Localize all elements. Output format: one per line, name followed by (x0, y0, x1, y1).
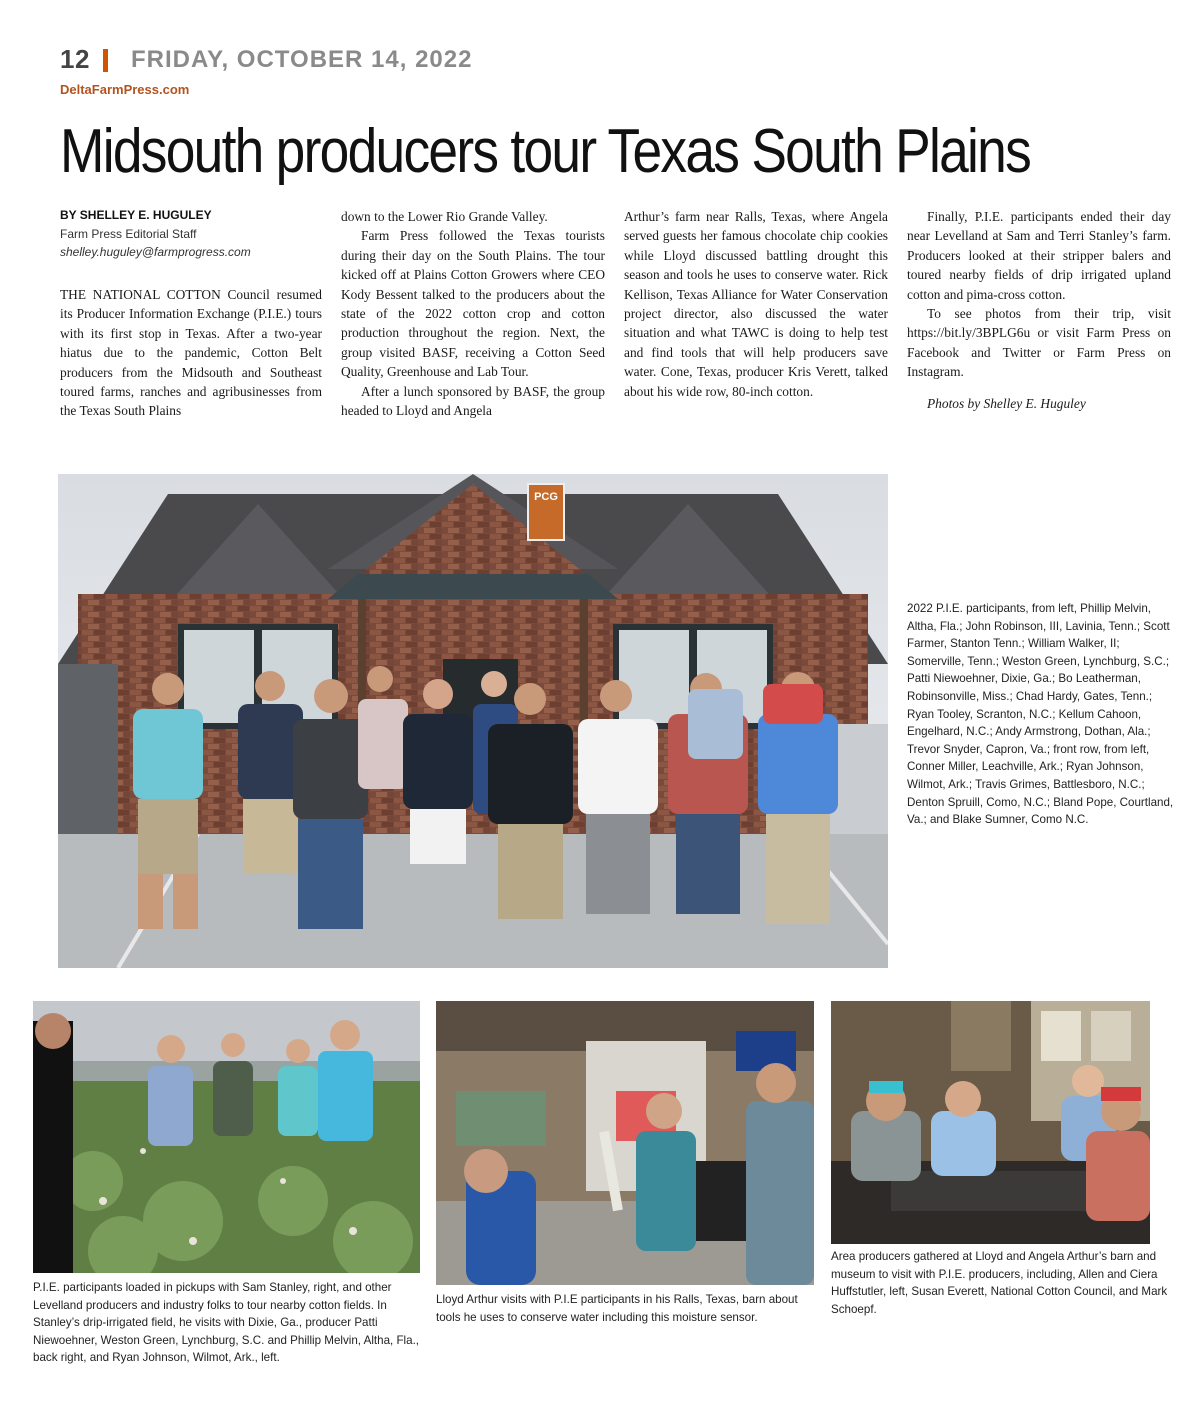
paragraph-3-cont: Arthur’s farm near Ralls, Texas, where Angela served guests her famous chocolate chip cookies while Lloyd discussed battling drought this season and tools he uses to conserve water. Rick Kellison, Texas Alliance for Water Conservation project director, also discussed the water situation and what TAWC is doing to help test and find tools that will help producers save water. Cone, Texas, producer Kris Verett, talked about his wide row, 80-inch cotton. (624, 209, 888, 399)
field-photo-caption: P.I.E. participants loaded in pickups with Sam Stanley, right, and other Levelland producers and industry folks to tour nearby cotton fields. In Stanley’s drip-irrigated field, he visits with Dixie, Ga., producer Patti Niewoehner, Weston Green, Lynchburg, S.C. and Phillip Melvin, Altha, Fla., back right, and Ryan Johnson, Wilmot, Ark., left. (33, 1281, 420, 1365)
photo-credit: Photos by Shelley E. Huguley (927, 395, 1086, 411)
page-divider-bar (103, 49, 108, 72)
paragraph-1-part: THE NATIONAL COTTON Council resumed its Producer Information Exchange (P.I.E.) tours with its first stop in Texas. After a two-year hiatus due to the pandemic, Cotton Belt producers from the Midsouth and Southeast toured farms, ranches and agribusinesses from the Texas South Plains (60, 287, 322, 419)
issue-date: FRIDAY, OCTOBER 14, 2022 (131, 46, 473, 73)
barn-photo-caption: Lloyd Arthur visits with P.I.E participants in his Ralls, Texas, barn about tools he uses to conserve water including this moisture sensor. (436, 1293, 798, 1324)
pcg-sign-text: PCG (534, 491, 558, 503)
main-group-photo (58, 474, 888, 968)
museum-photo (831, 1001, 1150, 1244)
page-number: 12 (60, 44, 90, 74)
article-column-2 (341, 207, 605, 420)
byline-email[interactable]: shelley.huguley@farmprogress.com (60, 245, 251, 259)
main-photo-caption: 2022 P.I.E. participants, from left, Phillip Melvin, Altha, Fla.; John Robinson, III, Lavinia, Tenn.; Scott Farmer, Stanton Tenn.; William Walker, II; Somerville, Tenn.; Weston Green, Lynchburg, S.C.; Patti Niewoehner, Dixie, Ga.; Bo Leatherman, Robinsonville, Miss.; Chad Hardy, Gates, Tenn.; Ryan Tooley, Scranton, N.C.; Kellum Cahoon, Engelhard, N.C.; Andy Armstrong, Dothan, Ala.; Trevor Snyder, Capron, Va.; front row, from left, Conner Miller, Leachville, Ark.; Ryan Johnson, Wilmot, Ark.; Travis Grimes, Battlesboro, N.C.; Denton Spruill, Como, N.C.; Bland Pope, Courtland, Va.; and Blake Sumner, Como N.C. (907, 602, 1174, 827)
paragraph-1-cont: down to the Lower Rio Grande Valley. (341, 209, 548, 224)
paragraph-3-part: After a lunch sponsored by BASF, the group headed to Lloyd and Angela (341, 383, 605, 419)
article-column-3 (624, 207, 888, 401)
paragraph-5: To see photos from their trip, visit https://bit.ly/3BPLG6u or visit Farm Press on Facebook and Twitter or Farm Press on Instagram. (907, 306, 1171, 380)
barn-photo (436, 1001, 814, 1285)
article-column-4 (907, 207, 1171, 413)
article-column-1 (60, 285, 322, 421)
byline-author: BY SHELLEY E. HUGULEY (60, 208, 212, 222)
headline: Midsouth producers tour Texas South Plains (60, 117, 1031, 186)
paragraph-4: Finally, P.I.E. participants ended their day near Levelland at Sam and Terri Stanley’s farm. Producers looked at their stripper balers and toured nearby fields of drip irrigated upland cotton and pima-cross cotton. (907, 209, 1171, 302)
museum-photo-caption: Area producers gathered at Lloyd and Angela Arthur’s barn and museum to visit with P.I.E. producers, including, Allen and Ciera Huffstutler, left, Susan Everett, National Cotton Council, and Mark Schoepf. (831, 1250, 1168, 1316)
site-url[interactable]: DeltaFarmPress.com (60, 82, 190, 97)
cotton-field-photo (33, 1001, 420, 1273)
paragraph-2: Farm Press followed the Texas tourists during their day on the South Plains. The tour kicked off at Plains Cotton Growers where CEO Kody Bessent talked to the producers about the state of the 2022 cotton crop and cotton production throughout the region. Next, the group visited BASF, receiving a Cotton Seed Quality, Greenhouse and Lab Tour. (341, 228, 605, 380)
byline-staff: Farm Press Editorial Staff (60, 227, 197, 241)
